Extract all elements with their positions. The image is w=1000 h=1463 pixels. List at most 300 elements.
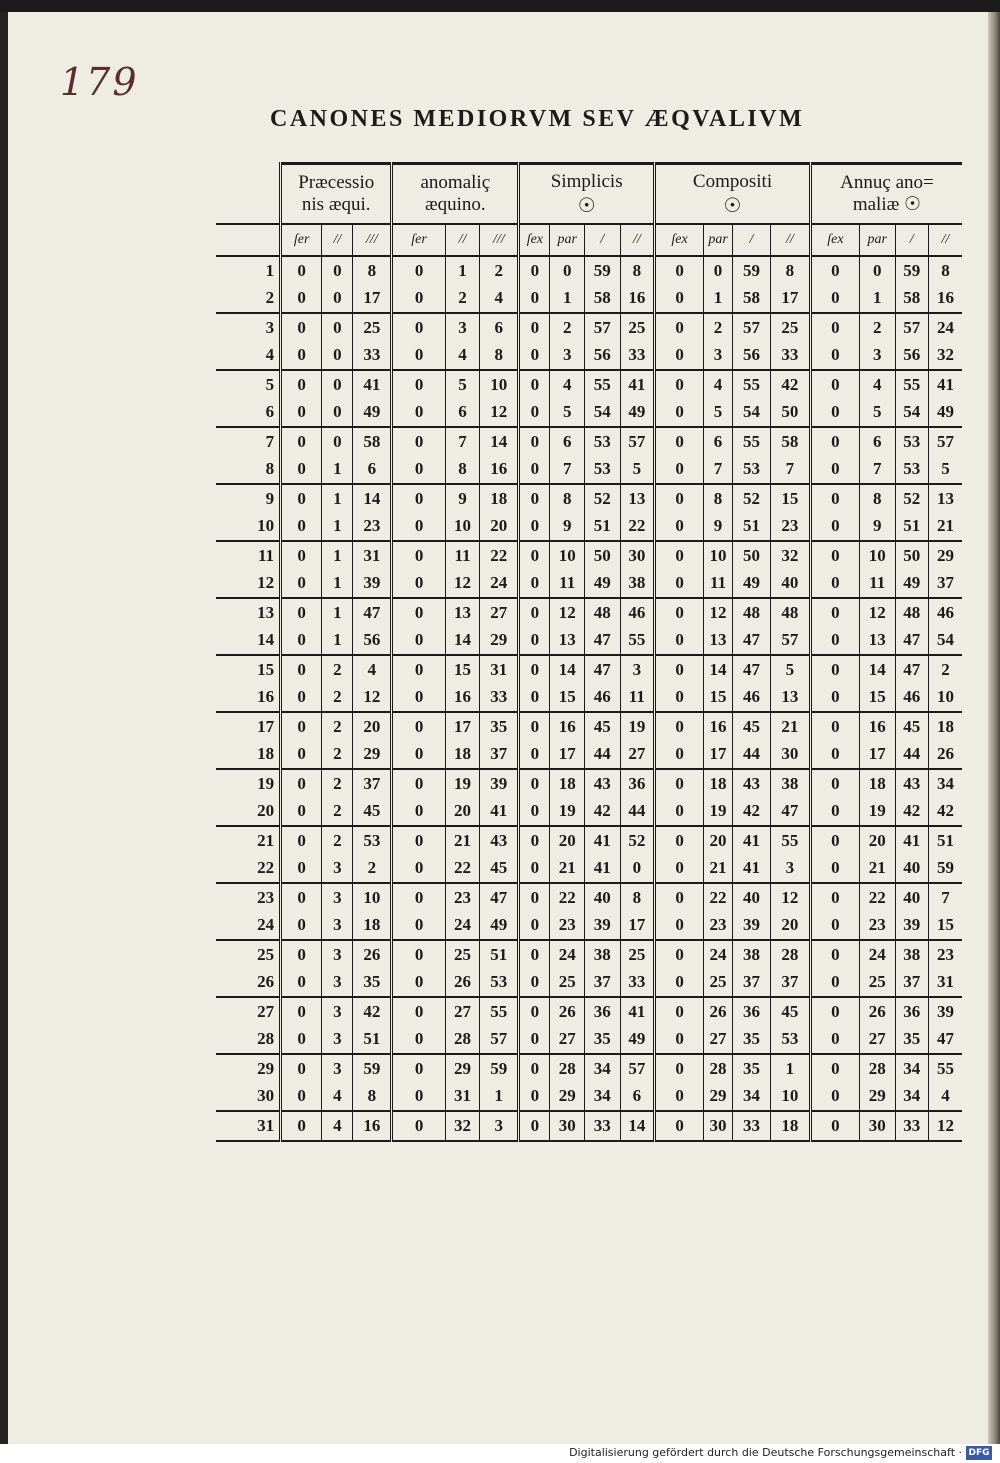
table-cell: 0 [281, 769, 322, 798]
table-cell: 10 [770, 1083, 810, 1112]
table-cell: 57 [584, 313, 620, 342]
unit-label: ſex [810, 224, 859, 256]
table-cell: 47 [584, 627, 620, 656]
table-cell: 0 [392, 256, 445, 285]
table-cell: 53 [770, 1026, 810, 1055]
table-cell: 50 [733, 541, 771, 570]
table-cell: 29 [859, 1083, 895, 1112]
table-cell: 24 [859, 940, 895, 969]
table-cell: 0 [392, 855, 445, 884]
scanned-page [8, 12, 988, 1444]
table-row [216, 313, 962, 342]
table-cell: 46 [584, 684, 620, 713]
table-cell: 0 [392, 1026, 445, 1055]
table-cell: 22 [550, 883, 585, 912]
table-cell: 10 [353, 883, 392, 912]
table-cell: 10 [928, 684, 962, 713]
table-cell: 12 [704, 598, 733, 627]
table-cell: 32 [928, 342, 962, 371]
table-cell: 0 [392, 883, 445, 912]
table-cell: 0 [519, 1083, 550, 1112]
table-cell: 47 [480, 883, 519, 912]
table-cell: 35 [584, 1026, 620, 1055]
table-cell: 42 [770, 370, 810, 399]
table-cell: 40 [733, 883, 771, 912]
table-cell: 0 [519, 1026, 550, 1055]
table-cell: 47 [733, 627, 771, 656]
table-cell: 59 [480, 1054, 519, 1083]
table-cell: 33 [620, 342, 655, 371]
table-cell: 24 [550, 940, 585, 969]
table-cell: 23 [928, 940, 962, 969]
table-cell: 0 [392, 655, 445, 684]
table-cell: 34 [895, 1054, 928, 1083]
table-cell: 40 [770, 570, 810, 599]
table-cell: 53 [584, 456, 620, 485]
group-header-line1: Compositi [692, 170, 773, 192]
table-cell: 55 [584, 370, 620, 399]
table-cell: 28 [550, 1054, 585, 1083]
page-heading: CANONES MEDIORVM SEV ÆQVALIVM [270, 106, 805, 132]
table-cell: 8 [353, 256, 392, 285]
table-cell: 0 [519, 997, 550, 1026]
sun-symbol: ☉ [723, 194, 742, 217]
table-cell: 10 [859, 541, 895, 570]
table-cell: 50 [895, 541, 928, 570]
table-cell: 4 [859, 370, 895, 399]
unit-label: /// [353, 224, 392, 256]
table-cell: 0 [392, 399, 445, 428]
table-cell: 54 [895, 399, 928, 428]
table-cell: 16 [620, 285, 655, 314]
table-cell: 0 [655, 826, 704, 855]
table-cell: 55 [770, 826, 810, 855]
table-cell: 0 [322, 285, 353, 314]
unit-label: par [859, 224, 895, 256]
table-cell: 10 [445, 513, 480, 542]
table-cell: 33 [584, 1111, 620, 1141]
day-number: 7 [265, 431, 275, 451]
table-cell: 13 [859, 627, 895, 656]
table-cell: 8 [620, 883, 655, 912]
day-number: 5 [265, 374, 275, 394]
table-cell: 19 [550, 798, 585, 827]
group-header-annual-anomaly [810, 164, 962, 225]
unit-label: // [322, 224, 353, 256]
table-cell: 26 [550, 997, 585, 1026]
table-cell: 2 [859, 313, 895, 342]
table-cell: 54 [733, 399, 771, 428]
table-cell: 0 [392, 769, 445, 798]
unit-label: /// [480, 224, 519, 256]
table-cell: 41 [620, 370, 655, 399]
table-cell: 8 [445, 456, 480, 485]
table-cell: 0 [281, 313, 322, 342]
table-row [216, 969, 962, 998]
day-number: 17 [257, 716, 275, 736]
table-cell: 39 [584, 912, 620, 941]
table-cell: 44 [895, 741, 928, 770]
table-cell: 0 [810, 826, 859, 855]
unit-label: par [704, 224, 733, 256]
table-cell: 42 [895, 798, 928, 827]
table-cell: 6 [620, 1083, 655, 1112]
table-row [216, 855, 962, 884]
table-cell: 2 [445, 285, 480, 314]
table-cell: 0 [810, 741, 859, 770]
table-cell: 39 [928, 997, 962, 1026]
table-cell: 46 [620, 598, 655, 627]
table-cell: 7 [770, 456, 810, 485]
table-cell: 7 [704, 456, 733, 485]
table-cell: 45 [353, 798, 392, 827]
table-row [216, 1083, 962, 1112]
table-cell: 51 [353, 1026, 392, 1055]
table-cell: 57 [620, 1054, 655, 1083]
table-cell: 0 [810, 513, 859, 542]
table-cell: 0 [281, 627, 322, 656]
table-cell: 0 [810, 940, 859, 969]
table-cell: 0 [655, 570, 704, 599]
table-cell: 20 [445, 798, 480, 827]
table-cell: 0 [655, 370, 704, 399]
table-cell: 0 [281, 1054, 322, 1083]
table-cell: 47 [353, 598, 392, 627]
table-cell: 0 [810, 484, 859, 513]
unit-label: // [928, 224, 962, 256]
table-cell: 34 [895, 1083, 928, 1112]
table-cell: 17 [770, 285, 810, 314]
table-cell: 51 [928, 826, 962, 855]
table-cell: 1 [322, 598, 353, 627]
table-cell: 22 [859, 883, 895, 912]
table-row [216, 370, 962, 399]
left-edge-binding [0, 12, 8, 1444]
folio-number: 179 [60, 60, 139, 104]
table-cell: 47 [733, 655, 771, 684]
table-cell: 20 [353, 712, 392, 741]
table-cell: 0 [281, 940, 322, 969]
table-cell: 33 [620, 969, 655, 998]
table-cell: 0 [281, 1083, 322, 1112]
table-cell: 13 [445, 598, 480, 627]
table-row [216, 655, 962, 684]
table-cell: 12 [770, 883, 810, 912]
table-cell: 38 [620, 570, 655, 599]
table-cell: 0 [392, 1083, 445, 1112]
table-cell: 12 [445, 570, 480, 599]
day-number: 29 [257, 1058, 275, 1078]
table-cell: 0 [810, 627, 859, 656]
table-cell: 11 [445, 541, 480, 570]
table-cell: 0 [810, 427, 859, 456]
dfg-logo: DFG [966, 1446, 992, 1460]
table-cell: 21 [859, 855, 895, 884]
table-cell: 11 [620, 684, 655, 713]
table-cell: 4 [480, 285, 519, 314]
table-cell: 47 [584, 655, 620, 684]
unit-label: ſex [519, 224, 550, 256]
table-cell: 17 [859, 741, 895, 770]
table-cell: 29 [550, 1083, 585, 1112]
table-cell: 2 [322, 798, 353, 827]
table-cell: 55 [733, 427, 771, 456]
table-cell: 14 [550, 655, 585, 684]
sun-symbol: ☉ [577, 194, 596, 217]
table-cell: 40 [895, 883, 928, 912]
table-cell: 0 [655, 1083, 704, 1112]
table-cell: 4 [353, 655, 392, 684]
table-cell: 0 [655, 940, 704, 969]
table-cell: 51 [895, 513, 928, 542]
table-cell: 48 [584, 598, 620, 627]
table-row [216, 1026, 962, 1055]
table-cell: 0 [550, 256, 585, 285]
table-cell: 55 [928, 1054, 962, 1083]
table-cell: 20 [859, 826, 895, 855]
day-number: 15 [257, 659, 275, 679]
table-cell: 1 [704, 285, 733, 314]
table-cell: 25 [620, 313, 655, 342]
table-cell: 0 [392, 997, 445, 1026]
table-row [216, 427, 962, 456]
table-cell: 16 [480, 456, 519, 485]
table-cell: 53 [733, 456, 771, 485]
table-cell: 0 [519, 285, 550, 314]
day-number: 25 [257, 944, 275, 964]
table-cell: 0 [810, 370, 859, 399]
table-cell: 24 [480, 570, 519, 599]
table-cell: 31 [928, 969, 962, 998]
day-number: 28 [216, 1026, 281, 1055]
day-number: 2 [216, 285, 281, 314]
table-cell: 18 [770, 1111, 810, 1141]
table-cell: 31 [353, 541, 392, 570]
table-cell: 3 [322, 883, 353, 912]
table-cell: 49 [620, 1026, 655, 1055]
table-cell: 3 [322, 855, 353, 884]
table-cell: 0 [519, 256, 550, 285]
table-cell: 48 [733, 598, 771, 627]
table-cell: 58 [353, 427, 392, 456]
table-cell: 0 [322, 342, 353, 371]
table-cell: 0 [704, 256, 733, 285]
table-cell: 42 [353, 997, 392, 1026]
table-cell: 33 [480, 684, 519, 713]
table-cell: 24 [928, 313, 962, 342]
table-cell: 16 [353, 1111, 392, 1141]
table-cell: 0 [392, 969, 445, 998]
unit-label: // [445, 224, 480, 256]
table-cell: 28 [770, 940, 810, 969]
table-cell: 15 [859, 684, 895, 713]
table-cell: 13 [928, 484, 962, 513]
table-cell: 0 [655, 1111, 704, 1141]
table-cell: 0 [392, 912, 445, 941]
table-cell: 0 [519, 969, 550, 998]
table-cell: 38 [733, 940, 771, 969]
table-cell: 4 [704, 370, 733, 399]
footer-bar [0, 1444, 1000, 1463]
table-cell: 0 [281, 883, 322, 912]
table-cell: 53 [353, 826, 392, 855]
table-cell: 0 [281, 712, 322, 741]
table-cell: 21 [770, 712, 810, 741]
table-cell: 25 [550, 969, 585, 998]
table-cell: 34 [584, 1083, 620, 1112]
table-cell: 14 [480, 427, 519, 456]
day-number: 4 [216, 342, 281, 371]
group-header-line1: Annuç ano= [840, 172, 934, 193]
group-header-line2: nis æqui. [301, 194, 371, 215]
table-cell: 0 [392, 741, 445, 770]
table-cell: 49 [584, 570, 620, 599]
table-cell: 23 [704, 912, 733, 941]
table-cell: 0 [281, 598, 322, 627]
table-cell: 0 [655, 1054, 704, 1083]
table-cell: 3 [704, 342, 733, 371]
table-cell: 30 [704, 1111, 733, 1141]
table-cell: 23 [859, 912, 895, 941]
table-cell: 20 [704, 826, 733, 855]
table-cell: 13 [550, 627, 585, 656]
table-cell: 45 [733, 712, 771, 741]
table-row [216, 1054, 962, 1083]
table-cell: 1 [859, 285, 895, 314]
table-cell: 0 [392, 541, 445, 570]
table-cell: 6 [445, 399, 480, 428]
table-cell: 0 [810, 912, 859, 941]
table-cell: 23 [353, 513, 392, 542]
table-cell: 41 [928, 370, 962, 399]
table-cell: 26 [859, 997, 895, 1026]
table-cell: 22 [620, 513, 655, 542]
table-cell: 0 [519, 741, 550, 770]
table-cell: 8 [480, 342, 519, 371]
table-cell: 2 [928, 655, 962, 684]
table-cell: 0 [519, 598, 550, 627]
table-cell: 1 [322, 513, 353, 542]
table-cell: 32 [770, 541, 810, 570]
day-number: 20 [216, 798, 281, 827]
table-cell: 20 [770, 912, 810, 941]
table-cell: 41 [584, 826, 620, 855]
table-cell: 5 [550, 399, 585, 428]
table-cell: 12 [480, 399, 519, 428]
table-cell: 12 [353, 684, 392, 713]
table-cell: 41 [353, 370, 392, 399]
table-cell: 14 [704, 655, 733, 684]
table-cell: 29 [704, 1083, 733, 1112]
table-cell: 34 [733, 1083, 771, 1112]
table-cell: 0 [810, 1026, 859, 1055]
table-cell: 42 [928, 798, 962, 827]
table-cell: 3 [322, 912, 353, 941]
table-row [216, 513, 962, 542]
table-cell: 0 [655, 798, 704, 827]
table-cell: 58 [895, 285, 928, 314]
table-cell: 8 [770, 256, 810, 285]
table-cell: 0 [519, 313, 550, 342]
table-cell: 44 [620, 798, 655, 827]
table-cell: 0 [392, 570, 445, 599]
table-cell: 3 [770, 855, 810, 884]
table-cell: 0 [281, 456, 322, 485]
table-cell: 0 [281, 798, 322, 827]
table-cell: 39 [353, 570, 392, 599]
table-cell: 0 [655, 997, 704, 1026]
table-cell: 0 [281, 655, 322, 684]
table-cell: 0 [281, 912, 322, 941]
table-cell: 49 [620, 399, 655, 428]
table-cell: 0 [392, 427, 445, 456]
table-cell: 52 [733, 484, 771, 513]
table-cell: 24 [704, 940, 733, 969]
table-cell: 56 [895, 342, 928, 371]
table-cell: 0 [810, 570, 859, 599]
table-cell: 40 [584, 883, 620, 912]
table-cell: 8 [620, 256, 655, 285]
table-cell: 0 [281, 256, 322, 285]
table-cell: 0 [810, 855, 859, 884]
table-cell: 1 [770, 1054, 810, 1083]
table-cell: 41 [895, 826, 928, 855]
table-row [216, 456, 962, 485]
unit-label: ſer [392, 224, 445, 256]
table-cell: 7 [550, 456, 585, 485]
table-cell: 41 [584, 855, 620, 884]
table-row [216, 627, 962, 656]
table-cell: 0 [655, 256, 704, 285]
table-cell: 0 [392, 1111, 445, 1141]
table-cell: 3 [322, 1026, 353, 1055]
table-cell: 17 [620, 912, 655, 941]
table-cell: 0 [322, 370, 353, 399]
table-cell: 22 [704, 883, 733, 912]
table-row [216, 1111, 962, 1141]
table-cell: 0 [322, 399, 353, 428]
table-cell: 0 [392, 598, 445, 627]
table-cell: 30 [550, 1111, 585, 1141]
table-cell: 6 [550, 427, 585, 456]
table-cell: 0 [281, 1111, 322, 1141]
unit-header-row [216, 224, 962, 256]
table-cell: 0 [281, 399, 322, 428]
table-cell: 0 [281, 427, 322, 456]
day-number: 18 [216, 741, 281, 770]
table-cell: 30 [620, 541, 655, 570]
unit-label: par [550, 224, 585, 256]
table-cell: 7 [445, 427, 480, 456]
table-cell: 0 [655, 912, 704, 941]
day-number: 10 [216, 513, 281, 542]
table-cell: 54 [928, 627, 962, 656]
table-cell: 7 [928, 883, 962, 912]
table-cell: 3 [445, 313, 480, 342]
group-header-precession [281, 164, 392, 225]
day-number: 13 [257, 602, 275, 622]
table-cell: 27 [550, 1026, 585, 1055]
table-cell: 2 [353, 855, 392, 884]
table-cell: 48 [770, 598, 810, 627]
table-cell: 5 [704, 399, 733, 428]
day-number: 27 [257, 1001, 275, 1021]
table-cell: 9 [445, 484, 480, 513]
table-cell: 53 [895, 456, 928, 485]
table-cell: 0 [519, 684, 550, 713]
table-cell: 0 [392, 370, 445, 399]
table-cell: 29 [480, 627, 519, 656]
